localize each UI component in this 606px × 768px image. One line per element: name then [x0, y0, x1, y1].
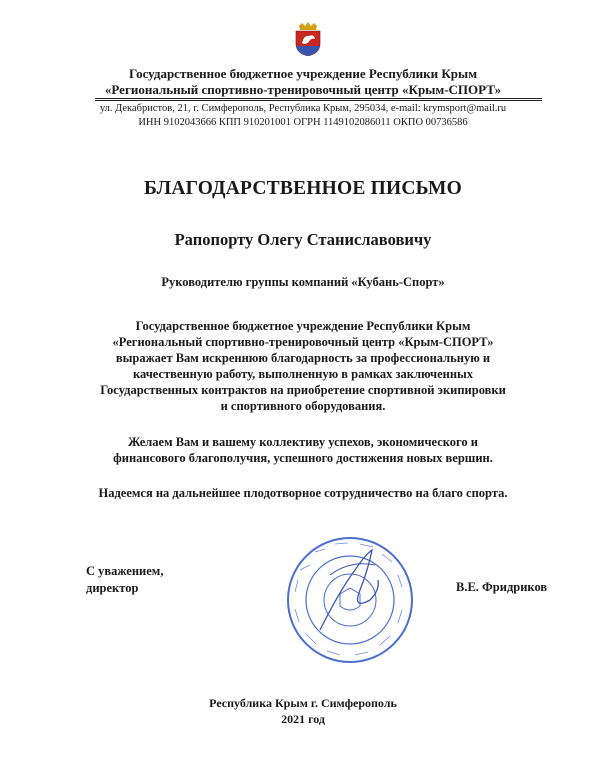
paragraph-1-line: и спортивного оборудования.: [220, 399, 386, 413]
paragraph-2-line: Желаем Вам и вашему коллективу успехов, экономического и: [128, 435, 478, 449]
paragraph-1-line: Государственное бюджетное учреждение Республики Крым: [135, 319, 471, 333]
paragraph-1-line: выражает Вам искреннюю благодарность за профессиональную и: [115, 351, 491, 365]
signature-block: [86, 563, 163, 597]
recipient-name: Рапопорту Олегу Станиславовичу: [174, 230, 432, 249]
header-divider: [95, 100, 542, 101]
paragraph-1-line: качественную работу, выполненную в рамках заключенных: [132, 367, 474, 381]
closing-text: С уважением,: [86, 564, 164, 578]
requisites-line: ИНН 9102043666 КПП 910201001 ОГРН 1149102086011 ОКПО 00736586: [138, 117, 468, 128]
signer-role: директор: [86, 581, 139, 595]
footer-year: 2021 год: [281, 712, 325, 726]
organization-line-2: «Региональный спортивно-тренировочный центр «Крым-СПОРТ»: [104, 82, 502, 97]
header-divider: [95, 98, 542, 99]
signer-name: В.Е. Фридриков: [456, 580, 548, 594]
organization-line-1: Государственное бюджетное учреждение Республики Крым: [128, 66, 478, 81]
paragraph-1-line: Государственных контрактов на приобретение спортивной экипировки: [100, 383, 506, 397]
official-stamp: [280, 530, 420, 670]
paragraph-3: Надеемся на дальнейшее плодотворное сотрудничество на благо спорта.: [98, 486, 508, 500]
letter-title: БЛАГОДАРСТВЕННОЕ ПИСЬМО: [144, 178, 462, 199]
footer-place: Республика Крым г. Симферополь: [209, 696, 397, 710]
paragraph-2-line: финансового благополучия, успешного достижения новых вершин.: [113, 451, 493, 465]
crimea-coat-of-arms-icon: [293, 22, 323, 56]
address-line: ул. Декабристов, 21, г. Симферополь, Республика Крым, 295034, e-mail: krymsport@mail.ru: [99, 103, 507, 114]
paragraph-1-line: «Региональный спортивно-тренировочный центр «Крым-СПОРТ»: [112, 335, 494, 349]
recipient-position: Руководителю группы компаний «Кубань-Спорт»: [161, 275, 445, 289]
